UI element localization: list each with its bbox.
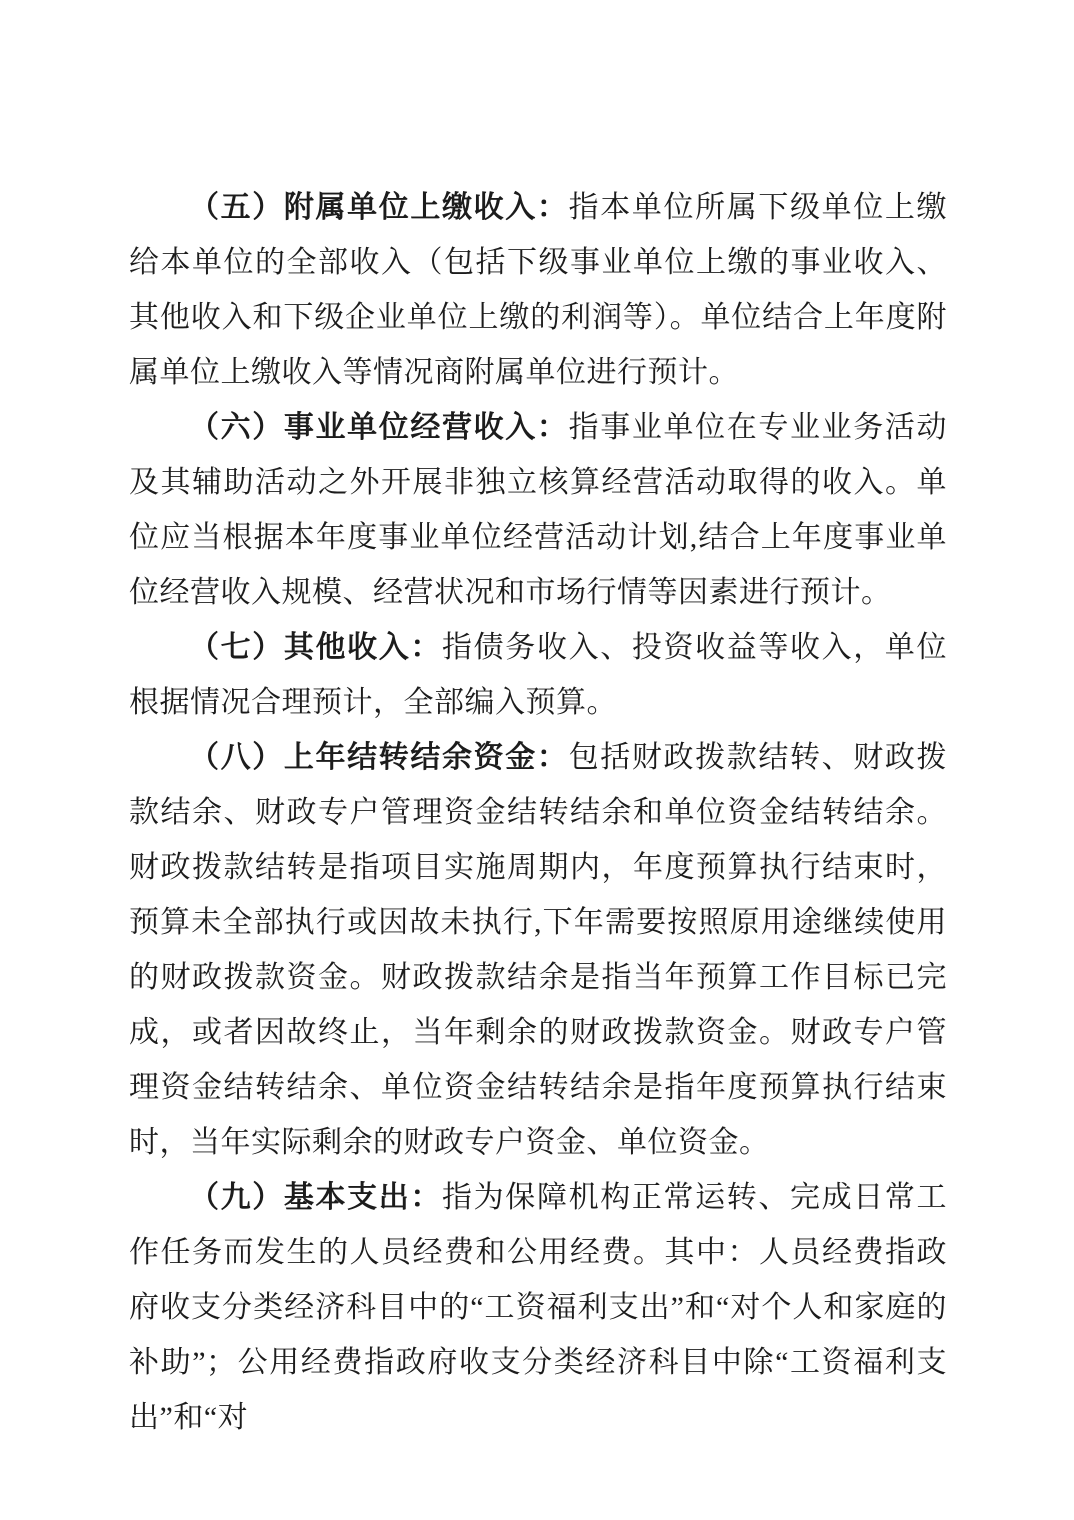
document-body — [129, 180, 947, 1445]
paragraph-lead-term: （六）事业单位经营收入： — [189, 411, 569, 444]
paragraph — [129, 1170, 947, 1445]
paragraph — [129, 620, 947, 730]
paragraph-text: 指事业单位在专业业务活动及其辅助活动之外开展非独立核算经营活动取得的收入。单位应当根据本年度事业单位经营活动计划,结合上年度事业单位经营收入规模、经营状况和市场行情等因素进行预计。 — [129, 411, 948, 609]
paragraph — [129, 730, 947, 1170]
paragraph-lead-term: （八）上年结转结余资金： — [189, 741, 569, 774]
paragraph-text: 指本单位所属下级单位上缴给本单位的全部收入（包括下级事业单位上缴的事业收入、其他收入和下级企业单位上缴的利润等）。单位结合上年度附属单位上缴收入等情况商附属单位进行预计。 — [129, 191, 948, 389]
paragraph-lead-term: （五）附属单位上缴收入： — [189, 191, 569, 224]
paragraph — [129, 400, 947, 620]
paragraph-lead-term: （七）其他收入： — [189, 631, 443, 664]
paragraph — [129, 180, 947, 400]
paragraph-text: 指债务收入、投资收益等收入，单位根据情况合理预计，全部编入预算。 — [129, 631, 948, 719]
paragraph-text: 包括财政拨款结转、财政拨款结余、财政专户管理资金结转结余和单位资金结转结余。财政拨款结转是指项目实施周期内，年度预算执行结束时，预算未全部执行或因故未执行,下年需要按照原用途继续使用的财政拨款资金。财政拨款结余是指当年预算工作目标已完成，或者因故终止，当年剩余的财政拨款资金。财政专户管理资金结转结余、单位资金结转结余是指年度预算执行结束时，当年实际剩余的财政专户资金、单位资金。 — [129, 741, 948, 1159]
paragraph-lead-term: （九）基本支出： — [189, 1181, 443, 1214]
paragraph-text: 指为保障机构正常运转、完成日常工作任务而发生的人员经费和公用经费。其中：人员经费指政府收支分类经济科目中的“工资福利支出”和“对个人和家庭的补助”；公用经费指政府收支分类经济科目中除“工资福利支出”和“对 — [129, 1181, 948, 1434]
